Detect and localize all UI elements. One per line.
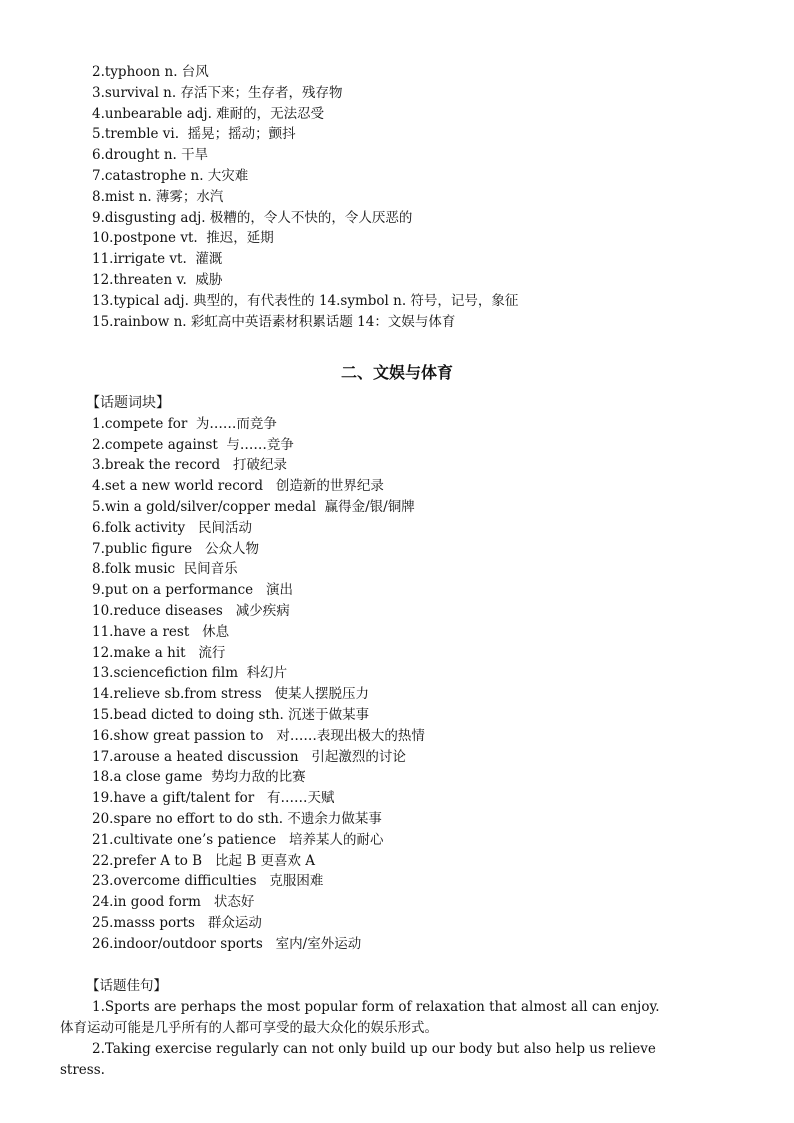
phrase-item: 10.reduce diseases 减少疾病 (92, 602, 290, 619)
sentences-heading: 【话题佳句】 (86, 978, 167, 994)
vocab-item: 12.threaten v. 威胁 (92, 271, 223, 288)
vocab-item: 2.typhoon n. 台风 (92, 64, 209, 80)
phrase-item: 22.prefer A to B 比起 B 更喜欢 A (92, 852, 316, 869)
phrase-item: 8.folk music 民间音乐 (92, 561, 238, 578)
phrase-item: 15.bead dicted to doing sth. 沉迷于做某事 (92, 706, 370, 723)
phrase-item: 4.set a new world record 创造新的世界纪录 (92, 478, 384, 495)
vocab-item: 7.catastrophe n. 大灾难 (92, 167, 249, 184)
vocab-item: 15.rainbow n. 彩虹高中英语素材积累话题 14：文娱与体育 (92, 313, 456, 330)
vocab-item: 4.unbearable adj. 难耐的，无法忍受 (92, 105, 325, 122)
phrases-heading: 【话题词块】 (86, 395, 170, 411)
phrase-item: 3.break the record 打破纪录 (92, 457, 287, 474)
vocab-item: 6.drought n. 干旱 (92, 147, 209, 164)
vocab-item: 8.mist n. 薄雾；水汽 (92, 188, 224, 205)
phrase-item: 9.put on a performance 演出 (92, 582, 294, 599)
phrase-item: 20.spare no effort to do sth. 不遗余力做某事 (92, 810, 382, 827)
phrase-item: 12.make a hit 流行 (92, 644, 226, 661)
phrase-item: 13.sciencefiction film 科幻片 (92, 665, 288, 682)
phrase-item: 26.indoor/outdoor sports 室内/室外运动 (92, 935, 362, 952)
sentence-2-english-continued: stress. (60, 1062, 105, 1078)
phrase-item: 7.public figure 公众人物 (92, 540, 260, 557)
phrase-item: 2.compete against 与……竞争 (92, 436, 294, 453)
phrase-item: 11.have a rest 休息 (92, 623, 230, 640)
vocab-item: 10.postpone vt. 推迟，延期 (92, 230, 274, 247)
phrase-item: 24.in good form 状态好 (92, 894, 255, 911)
phrase-item: 6.folk activity 民间活动 (92, 519, 253, 536)
phrase-item: 14.relieve sb.from stress 使某人摆脱压力 (92, 686, 370, 703)
sentence-1-chinese: 体育运动可能是几乎所有的人都可享受的最大众化的娱乐形式。 (60, 1020, 438, 1036)
phrase-item: 25.masss ports 群众运动 (92, 914, 262, 931)
phrase-item: 18.a close game 势均力敌的比赛 (92, 769, 306, 786)
sentence-2-english: 2.Taking exercise regularly can not only build up our body but also help us relieve (92, 1041, 656, 1057)
phrase-item: 1.compete for 为……而竞争 (92, 415, 277, 432)
vocab-item: 3.survival n. 存活下来；生存者，残存物 (92, 84, 343, 101)
vocab-item: 5.tremble vi. 摇晃；摇动；颤抖 (92, 126, 296, 143)
sentence-1-english: 1.Sports are perhaps the most popular form of relaxation that almost all can enjoy. (92, 999, 660, 1015)
vocab-item: 9.disgusting adj. 极糟的，令人不快的，令人厌恶的 (92, 209, 413, 226)
phrase-item: 23.overcome difficulties 克服困难 (92, 873, 324, 890)
section-title: 二、文娱与体育 (340, 363, 453, 382)
phrase-item: 16.show great passion to 对……表现出极大的热情 (92, 727, 425, 744)
vocabulary-list (92, 62, 752, 332)
phrase-item: 21.cultivate one’s patience 培养某人的耐心 (92, 831, 384, 848)
phrase-item: 5.win a gold/silver/copper medal 赢得金/银/铜牌 (92, 498, 415, 515)
phrase-item: 17.arouse a heated discussion 引起激烈的讨论 (92, 748, 406, 765)
vocab-item: 13.typical adj. 典型的，有代表性的 14.symbol n. 符号，记号，象征 (92, 292, 519, 309)
sentence-block (60, 976, 740, 1081)
phrase-item: 19.have a gift/talent for 有……天赋 (92, 790, 335, 807)
phrase-list (86, 393, 752, 955)
vocab-item: 11.irrigate vt. 灌溉 (92, 251, 223, 268)
